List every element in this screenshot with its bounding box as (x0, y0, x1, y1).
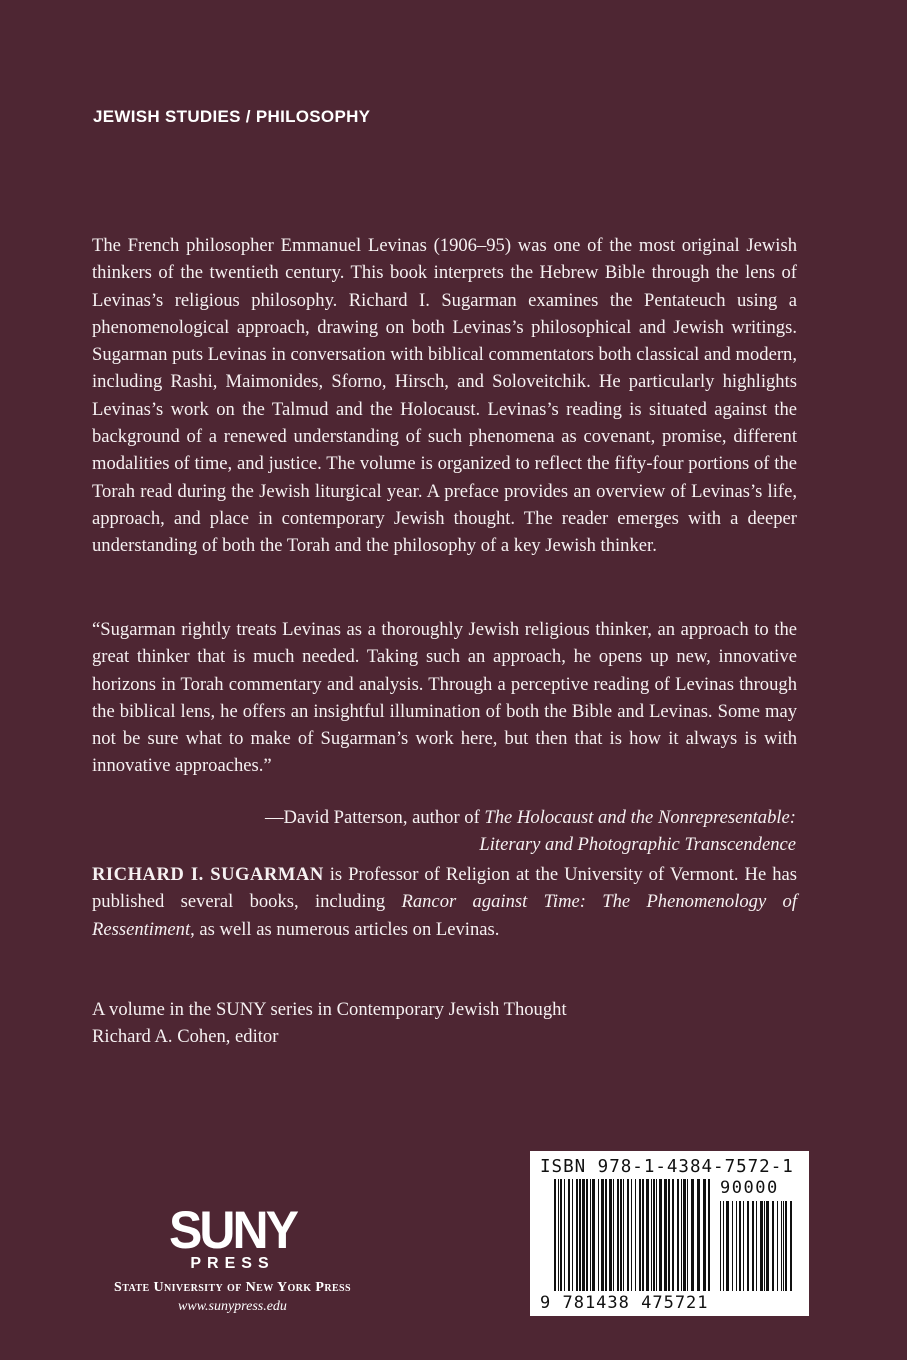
publisher-logo (95, 1200, 370, 1315)
publisher-website: www.sunypress.edu (178, 1299, 287, 1314)
attribution-title-line1: The Holocaust and the Nonrepresentable: (484, 807, 796, 828)
price-code-text: 90000 (720, 1178, 779, 1198)
bio-text-1: is Professor of Religion at the University of Vermont. He has published several books, including (92, 864, 798, 913)
barcode-bars (530, 1151, 809, 1316)
isbn-text: ISBN 978-1-4384-7572-1 (540, 1157, 794, 1177)
endorsement-attribution (265, 804, 796, 859)
series-line: A volume in the SUNY series in Contemporary Jewish Thought (92, 999, 567, 1020)
publisher-name: State University of New York Press (114, 1280, 351, 1295)
bio-book-title: Rancor against Time: The Phenomenology of Ressentiment (92, 891, 797, 940)
endorsement-quote: “Sugarman rightly treats Levinas as a thoroughly Jewish religious thinker, an approach to the great thinker that is much needed. Taking such an approach, he opens up new, innovative horizons in Torah commentary and analysis. Through a perceptive reading of Levinas through the biblical lens, he offers an insightful illumination of both the Bible and Levinas. Some may not be sure what to make of Sugarman’s work here, but then that is how it always is with innovative approaches.” (92, 619, 797, 777)
category-label: JEWISH STUDIES / PHILOSOPHY (93, 107, 371, 126)
author-bio (92, 861, 797, 943)
author-name: RICHARD I. SUGARMAN (92, 864, 324, 885)
series-note (92, 996, 797, 1051)
attribution-title-line2: Literary and Photographic Transcendence (479, 834, 796, 856)
press-logo-text: PRESS (190, 1255, 275, 1272)
suny-logo-text: SUNY (169, 1200, 296, 1260)
isbn-barcode-box (530, 1151, 809, 1316)
series-editor: Richard A. Cohen, editor (92, 1026, 279, 1048)
book-description: The French philosopher Emmanuel Levinas (1906–95) was one of the most original Jewish thinkers of the twentieth century. This book interprets the Hebrew Bible through the lens of Levinas’s religious philosophy. Richard I. Sugarman examines the Pentateuch using a phenomenological approach, drawing on both Levinas’s philosophical and Jewish writings. Sugarman puts Levinas in conversation with biblical commentators both classical and modern, including Rashi, Maimonides, Sforno, Hirsch, and Soloveitchik. He particularly highlights Levinas’s work on the Talmud and the Holocaust. Levinas’s reading is situated against the background of a renewed understanding of such phenomena as covenant, promise, different modalities of time, and justice. The volume is organized to reflect the fifty-four portions of the Torah read during the Jewish liturgical year. A preface provides an overview of Levinas’s life, approach, and place in contemporary Jewish thought. The reader emerges with a deeper understanding of both the Torah and the philosophy of a key Jewish thinker. (92, 235, 797, 557)
attribution-prefix: —David Patterson, author of (264, 807, 485, 828)
barcode-digits: 9 781438 475721 (540, 1293, 709, 1313)
bio-text-2: , as well as numerous articles on Levinas. (190, 918, 500, 940)
